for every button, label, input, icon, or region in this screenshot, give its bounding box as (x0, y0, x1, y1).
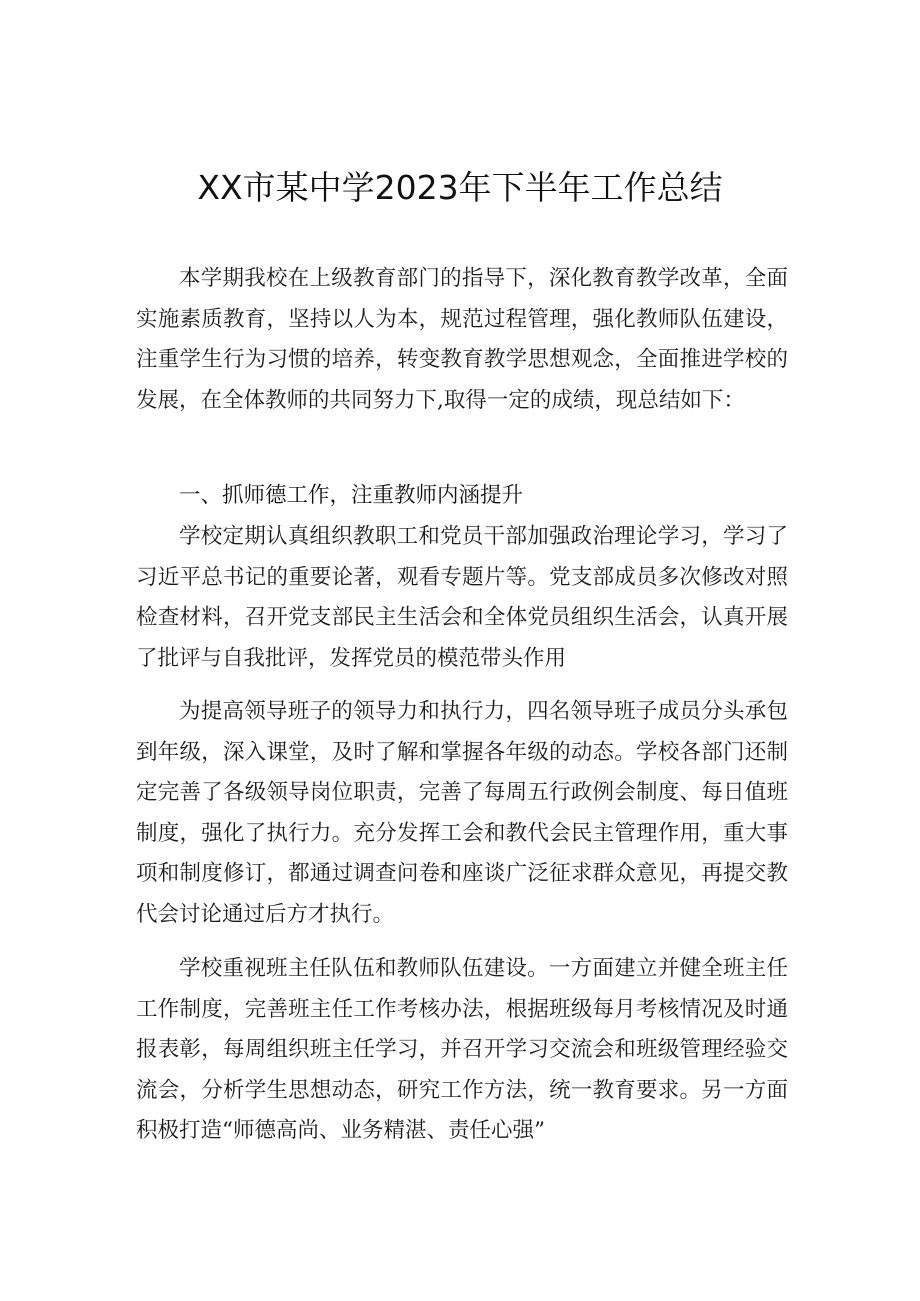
section-paragraph-3: 学校重视班主任队伍和教师队伍建设。一方面建立并健全班主任工作制度，完善班主任工作考核办法，根据班级每月考核情况及时通报表彰，每周组织班主任学习，并召开学习交流会和班级管理经验交流会，分析学生思想动态，研究工作方法，统一教育要求。另一方面积极打造“师德高尚、业务精湛、责任心强” (136, 956, 788, 1144)
document-title: XX市某中学2023年下半年工作总结 (197, 168, 723, 207)
section-paragraph-2: 为提高领导班子的领导力和执行力，四名领导班子成员分头承包到年级，深入课堂，及时了解和掌握各年级的动态。学校各部门还制定完善了各级领导岗位职责，完善了每周五行政例会制度、每日值班制度，强化了执行力。充分发挥工会和教代会民主管理作用，重大事项和制度修订，都通过调查问卷和座谈广泛征求群众意见，再提交教代会讨论通过后方才执行。 (136, 699, 788, 927)
section-paragraph-1: 学校定期认真组织教职工和党员干部加强政治理论学习，学习了习近平总书记的重要论著，观看专题片等。党支部成员多次修改对照检查材料，召开党支部民主生活会和全体党员组织生活会，认真开展了批评与自我批评，发挥党员的模范带头作用 (136, 524, 788, 671)
section-heading: 一、抓师德工作，注重教师内涵提升 (179, 483, 524, 508)
intro-paragraph: 本学期我校在上级教育部门的指导下，深化教育教学改革，全面实施素质教育，坚持以人为本，规范过程管理，强化教师队伍建设，注重学生行为习惯的培养，转变教育教学思想观念，全面推进学校的发展，在全体教师的共同努力下,取得一定的成绩，现总结如下： (136, 266, 788, 413)
